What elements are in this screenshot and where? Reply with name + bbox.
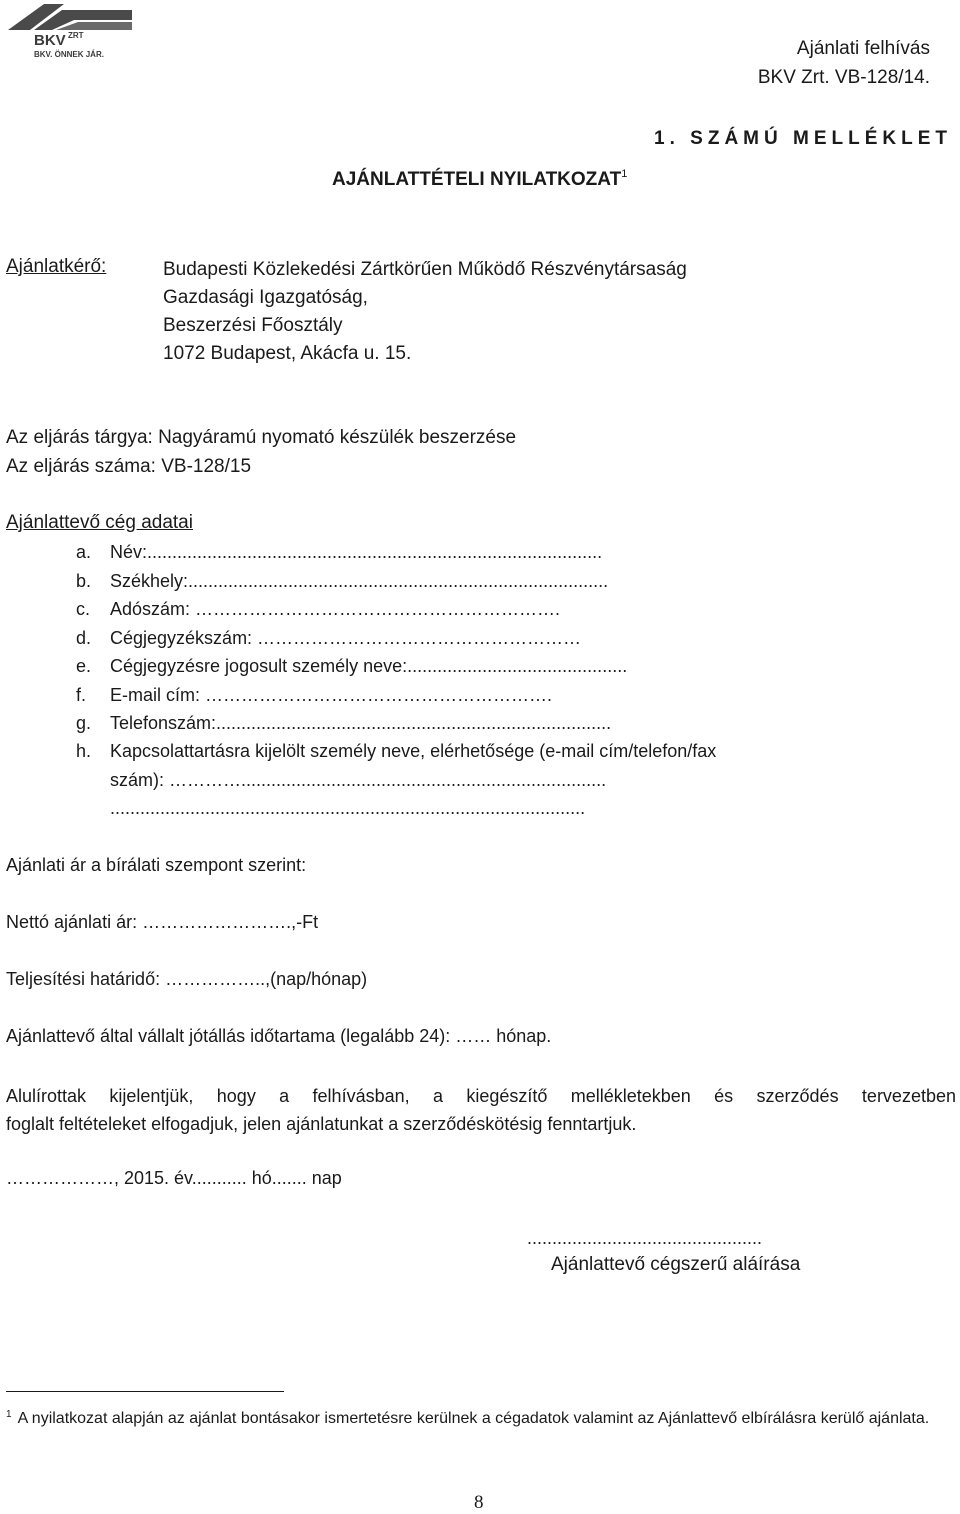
item-text: Telefonszám:............................................................................... (110, 713, 612, 733)
item-text: Kapcsolattartásra kijelölt személy neve, elérhetősége (e-mail cím/telefon/fax (110, 741, 717, 761)
title-text: AJÁNLATTÉTELI NYILATKOZAT (332, 169, 622, 190)
item-letter: g. (76, 713, 92, 733)
requester-line: Beszerzési Főosztály (163, 315, 343, 336)
declaration-line: Alulírottak kijelentjük, hogy a felhívásban, a kiegészítő mellékletekben és szerződés tervezetben (6, 1086, 956, 1106)
item-text: ............................................................................................... (110, 798, 586, 818)
svg-text:BKV. ÖNNEK JÁR.: BKV. ÖNNEK JÁR. (34, 50, 104, 59)
page-number: 8 (474, 1492, 484, 1513)
footnote (6, 1404, 956, 1430)
bkv-logo (4, 0, 134, 62)
price-heading: Ajánlati ár a bírálati szempont szerint: (6, 855, 307, 875)
requester-label: Ajánlatkérő: (6, 256, 107, 277)
item-letter: c. (76, 599, 91, 619)
net-price-line: Nettó ajánlati ár: …………………….,-Ft (6, 912, 319, 932)
item-text: szám): …………......................................................................... (110, 770, 607, 790)
requester-line: Gazdasági Igazgatóság, (163, 287, 368, 308)
item-letter: h. (76, 741, 92, 761)
footnote-separator (6, 1391, 284, 1392)
bidder-section-title: Ajánlattevő cég adatai (6, 512, 193, 533)
item-text: Név:........................................................................................... (110, 542, 603, 562)
deadline-line: Teljesítési határidő: ……………..,(nap/hónap) (6, 969, 368, 989)
annex-label: 1. SZÁMÚ MELLÉKLET (654, 128, 952, 149)
svg-text:BKV: BKV (34, 32, 66, 49)
signature-label: Ajánlattevő cégszerű aláírása (551, 1254, 801, 1275)
bkv-logo-icon (4, 0, 134, 62)
header-reference: BKV Zrt. VB-128/14. (757, 67, 930, 88)
svg-text:ZRT: ZRT (68, 31, 84, 40)
procedure-subject: Az eljárás tárgya: Nagyáramú nyomató készülék beszerzése (6, 427, 517, 448)
declaration-line: foglalt feltételeket elfogadjuk, jelen ajánlatunkat a szerződéskötésig fenntartjuk. (6, 1114, 637, 1134)
date-line: ………………, 2015. év........... hó....... nap (6, 1168, 342, 1188)
item-text: Adószám: ……………………………………………………. (110, 599, 561, 619)
item-letter: e. (76, 656, 92, 676)
procedure-number: Az eljárás száma: VB-128/15 (6, 456, 252, 477)
item-text: E-mail cím: …………………………………………………. (110, 685, 553, 705)
warranty-line: Ajánlattevő által vállalt jótállás időtartama (legalább 24): …… hónap. (6, 1026, 552, 1046)
header-doc-type: Ajánlati felhívás (796, 38, 930, 59)
item-letter: a. (76, 542, 92, 562)
signature-line: ............................................... (527, 1228, 763, 1248)
requester-address (163, 256, 687, 368)
footnote-mark: 1 (6, 1409, 12, 1420)
requester-line: 1072 Budapest, Akácfa u. 15. (163, 343, 412, 364)
declaration-paragraph (6, 1082, 956, 1138)
item-letter: f. (76, 685, 87, 705)
item-text: Cégjegyzésre jogosult személy neve:............................................ (110, 656, 628, 676)
item-text: Székhely:.................................................................................... (110, 571, 609, 591)
title-footnote-mark: 1 (621, 168, 628, 180)
footnote-text: A nyilatkozat alapján az ajánlat bontásakor ismertetésre kerülnek a cégadatok valamint az Ajánlattevő elbírálásra kerülő ajánlata. (17, 1410, 930, 1427)
item-letter: d. (76, 628, 92, 648)
item-letter: b. (76, 571, 92, 591)
item-text: Cégjegyzékszám: ……………………………………………… (110, 628, 582, 648)
requester-line: Budapesti Közlekedési Zártkörűen Működő Részvénytársaság (163, 259, 687, 280)
page-title (332, 168, 627, 191)
